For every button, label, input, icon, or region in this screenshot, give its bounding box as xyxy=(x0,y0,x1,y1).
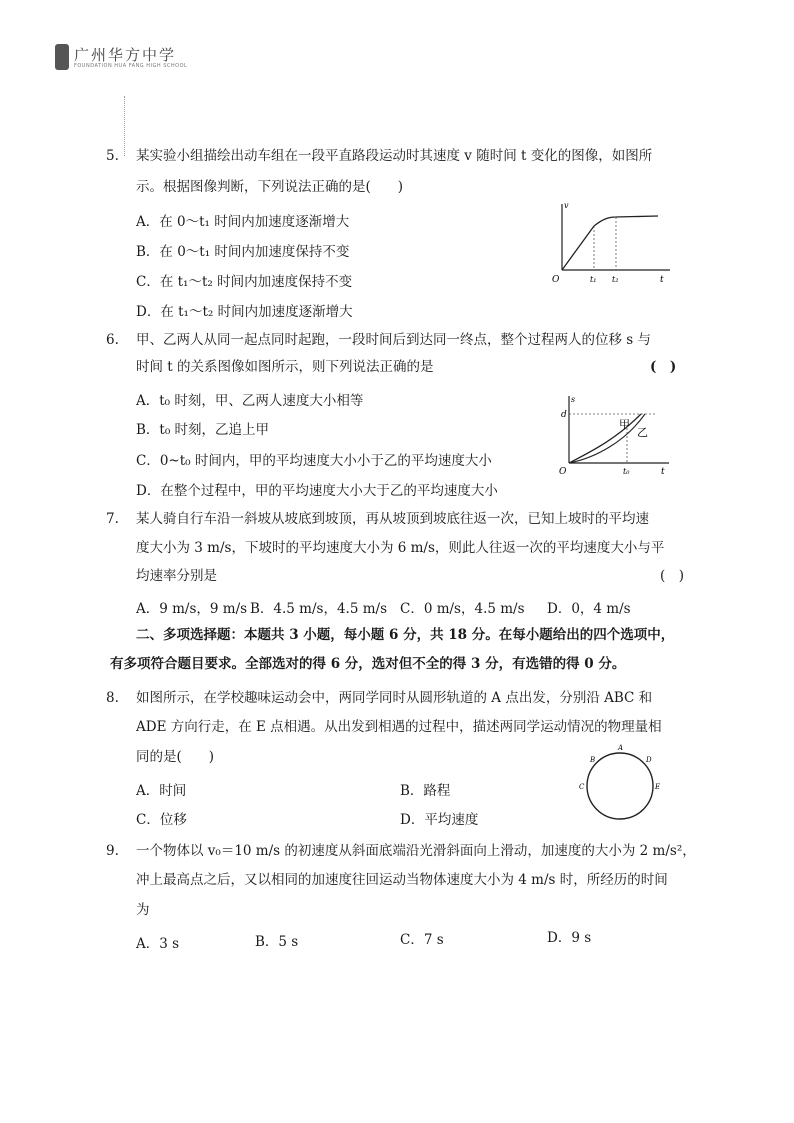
q8-number: 8. xyxy=(106,690,119,706)
q8-option-a: A．时间 xyxy=(136,783,187,799)
q8-option-c: C．位移 xyxy=(136,812,187,828)
q5-x-label: t xyxy=(660,275,664,285)
q5-option-d: D．在 t₁～t₂ 时间内加速度逐渐增大 xyxy=(136,304,353,320)
q5-stem-line2: 示。根据图像判断，下列说法正确的是( ) xyxy=(136,179,404,195)
q8-point-d: D xyxy=(646,756,652,764)
q7-option-d: D．0，4 m/s xyxy=(547,601,631,617)
q6-curve-jia xyxy=(569,414,641,463)
q8-circle xyxy=(587,753,653,819)
q7-option-c: C．0 m/s，4.5 m/s xyxy=(400,601,525,617)
school-name: 广州华方中学 xyxy=(74,46,177,64)
q7-answer-bracket: ( ) xyxy=(660,568,685,584)
q9-option-d: D．9 s xyxy=(547,930,592,946)
q9-option-a: A．3 s xyxy=(136,936,180,952)
q5-option-b: B．在 0～t₁ 时间内加速度保持不变 xyxy=(136,244,350,260)
q5-stem-line1: 某实验小组描绘出动车组在一段平直路段运动时其速度 v 随时间 t 变化的图像，如图所 xyxy=(136,148,653,164)
q5-origin-label: O xyxy=(552,275,560,285)
section2-heading-line2: 有多项符合题目要求。全部选对的得 6 分，选对但不全的得 3 分，有选错的得 0 分。 xyxy=(110,656,626,672)
q6-t0-label: t₀ xyxy=(623,467,630,476)
q5-t1-label: t₁ xyxy=(590,275,597,284)
q7-stem-line3: 均速率分别是 xyxy=(136,568,217,584)
q5-option-a: A．在 0～t₁ 时间内加速度逐渐增大 xyxy=(136,214,350,230)
q6-answer-bracket: ( ) xyxy=(650,359,677,375)
q8-option-b: B．路程 xyxy=(400,783,451,799)
q6-x-label: t xyxy=(661,467,665,477)
q7-stem-line1: 某人骑自行车沿一斜坡从坡底到坡顶，再从坡顶到坡底往返一次，已知上坡时的平均速 xyxy=(136,511,649,527)
q6-option-c: C．0~t₀ 时间内，甲的平均速度大小小于乙的平均速度大小 xyxy=(136,453,492,469)
q8-circle-track xyxy=(572,742,668,826)
q5-vt-graph xyxy=(548,198,678,288)
section2-heading-line1: 二、多项选择题：本题共 3 小题，每小题 6 分，共 18 分。在每小题给出的四个选项中， xyxy=(136,627,675,643)
q6-yi-label: 乙 xyxy=(637,426,648,439)
q8-stem-line3: 同的是( ) xyxy=(136,749,215,765)
q5-number: 5. xyxy=(106,148,119,164)
q8-point-b: B xyxy=(590,756,596,764)
q5-t2-label: t₂ xyxy=(612,275,619,284)
q6-number: 6. xyxy=(106,332,119,348)
q7-stem-line2: 度大小为 3 m/s，下坡时的平均速度大小为 6 m/s，则此人往返一次的平均速度大小与平 xyxy=(136,540,665,556)
q8-point-c: C xyxy=(579,783,585,791)
school-subtitle: FOUNDATION HUA FANG HIGH SCHOOL xyxy=(74,63,188,69)
q9-stem-line3: 为 xyxy=(136,902,150,918)
q8-option-d: D．平均速度 xyxy=(400,812,479,828)
school-logo-icon xyxy=(55,44,69,70)
q6-jia-label: 甲 xyxy=(619,418,630,431)
q6-stem-line2: 时间 t 的关系图像如图所示，则下列说法正确的是 xyxy=(136,359,434,375)
q5-y-label: v xyxy=(564,201,569,210)
q6-origin-label: O xyxy=(559,467,567,477)
q7-number: 7. xyxy=(106,511,119,527)
q6-st-graph xyxy=(555,392,675,477)
q5-option-c: C．在 t₁～t₂ 时间内加速度保持不变 xyxy=(136,274,353,290)
q6-stem-line1: 甲、乙两人从同一起点同时起跑，一段时间后到达同一终点，整个过程两人的位移 s 与 xyxy=(136,332,652,348)
q9-option-b: B．5 s xyxy=(255,934,299,950)
q8-point-e: E xyxy=(655,783,661,791)
q9-stem-line1: 一个物体以 v₀＝10 m/s 的初速度从斜面底端沿光滑斜面向上滑动，加速度的大小为 2 m/s²， xyxy=(136,843,696,859)
q6-option-d: D．在整个过程中，甲的平均速度大小大于乙的平均速度大小 xyxy=(136,483,498,499)
q6-y-label: s xyxy=(571,395,576,404)
q9-number: 9. xyxy=(106,843,119,859)
q8-stem-line1: 如图所示，在学校趣味运动会中，两同学同时从圆形轨道的 A 点出发，分别沿 ABC 和 xyxy=(136,690,653,706)
margin-dots xyxy=(124,96,126,156)
q7-option-b: B．4.5 m/s，4.5 m/s xyxy=(250,601,387,617)
q9-option-c: C．7 s xyxy=(400,932,444,948)
q8-point-a: A xyxy=(618,744,624,752)
q5-line-segment xyxy=(562,226,594,270)
q5-curve-segment xyxy=(594,216,658,226)
q8-stem-line2: ADE 方向行走，在 E 点相遇。从出发到相遇的过程中，描述两同学运动情况的物理量相 xyxy=(136,719,662,735)
q7-option-a: A．9 m/s，9 m/s xyxy=(136,601,248,617)
q6-option-a: A．t₀ 时刻，甲、乙两人速度大小相等 xyxy=(136,393,364,409)
q9-stem-line2: 冲上最高点之后，又以相同的加速度往回运动当物体速度大小为 4 m/s 时，所经历的时间 xyxy=(136,872,668,888)
q6-d-label: d xyxy=(561,410,567,420)
q6-option-b: B．t₀ 时刻，乙追上甲 xyxy=(136,422,270,438)
